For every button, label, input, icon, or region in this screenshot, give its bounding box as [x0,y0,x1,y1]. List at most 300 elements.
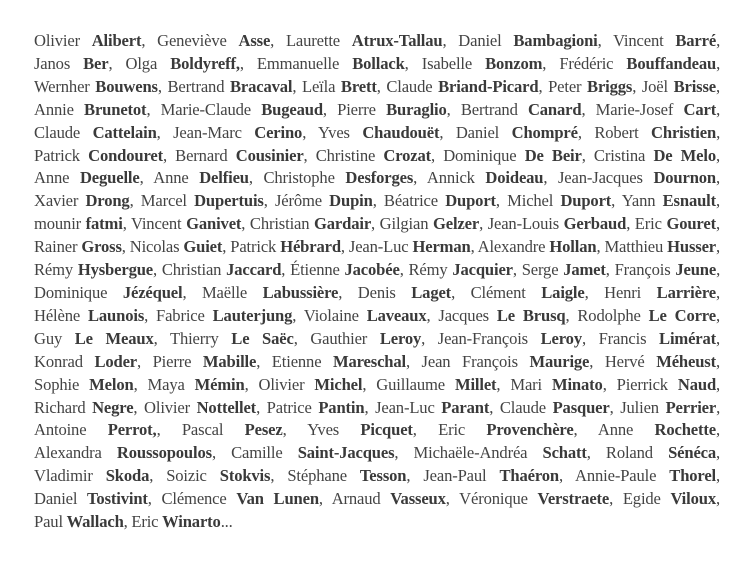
artist-first-name: Hervé [604,351,645,371]
artist-name [257,54,405,73]
artist-last-name: Brett [340,76,377,96]
artist-name [166,466,270,485]
name-separator: , [716,122,721,142]
artist-first-name: Anne [597,420,634,440]
artist-first-name: Serge [521,260,559,280]
artist-last-name: Jamet [563,260,606,280]
artist-first-name: Patrick [34,145,80,165]
artist-first-name: Jacques [438,305,489,325]
artist-last-name: Perrot, [107,420,157,440]
artist-name [458,31,597,50]
artist-first-name: Peter [548,76,582,96]
name-separator: , [495,191,508,211]
artist-last-name: Bonzom [485,53,543,73]
artist-first-name: Bernard [175,145,228,165]
name-separator: , [144,305,157,325]
artist-name [522,260,606,279]
artist-last-name: Gerbaud [563,214,627,234]
artist-first-name: Jean-Paul [423,466,487,486]
artist-last-name: Labussière [262,282,339,302]
name-separator: , [445,489,460,509]
name-separator: , [581,328,599,348]
name-separator: , [157,76,168,96]
artist-last-name: Briggs [587,76,633,96]
artist-first-name: Antoine [34,420,87,440]
artist-name [231,443,394,462]
name-separator: , [716,466,721,486]
artist-name [604,283,716,302]
artist-name [250,214,371,233]
name-separator: , [372,191,384,211]
artist-last-name: Jaccard [226,260,282,280]
name-separator: , [153,328,170,348]
artist-name [263,168,413,187]
artist-name [34,375,134,394]
name-separator: , [156,420,182,440]
name-separator: , [573,420,598,440]
artist-last-name: Cousinier [235,145,304,165]
artist-name [620,398,716,417]
artist-last-name: Atrux-Tallau [351,31,443,50]
name-separator: , [426,305,439,325]
name-separator: , [413,168,427,188]
artist-last-name: Guiet [183,237,223,257]
artist-name [558,168,716,187]
artist-last-name: Deguelle [79,168,140,188]
artist-first-name: Jean François [421,351,518,371]
artist-first-name: Anne [34,168,70,188]
artist-first-name: Sophie [34,374,80,394]
name-separator: , [122,214,132,234]
artist-last-name: Maurige [529,351,590,371]
artist-first-name: Mari [510,374,543,394]
artist-last-name: Sénéca [668,443,717,463]
artist-last-name: Melon [89,374,134,394]
artist-first-name: Maya [147,374,185,394]
name-separator: , [293,328,311,348]
artist-name [380,214,479,233]
name-separator: , [303,145,316,165]
artist-last-name: Le Brusq [496,305,566,325]
artist-last-name: Brisse [673,76,717,96]
artist-name [316,146,431,165]
artist-first-name: Jean-Louis [487,214,559,234]
name-separator: , [716,443,721,463]
artist-name [427,168,544,187]
name-separator: , [470,237,478,257]
artist-last-name: Saint-Jacques [297,443,395,463]
artist-first-name: Soizic [166,466,207,486]
artist-names-paragraph [34,30,720,534]
name-separator: , [376,76,387,96]
artist-last-name: Lauterjung [212,305,293,325]
name-separator: , [256,351,272,371]
name-separator: , [586,443,606,463]
name-separator: , [716,168,721,188]
artist-name [376,375,496,394]
name-separator: , [399,260,409,280]
artist-last-name: Méheust [656,351,716,371]
name-separator: , [609,397,621,417]
artist-name [642,77,716,96]
artist-last-name: Millet [454,374,497,394]
artist-name [594,146,716,165]
name-separator: , [496,374,511,394]
name-separator: , [146,99,161,119]
artist-last-name: Dupertuis [194,191,264,211]
artist-name [422,54,543,73]
artist-name [349,237,471,256]
artist-name [310,329,421,348]
artist-last-name: Tostivint [87,489,148,509]
name-separator: , [439,122,456,142]
artist-first-name: Francis [598,328,647,348]
artist-name [131,214,241,233]
artist-name [148,375,245,394]
artist-name [510,375,602,394]
artist-name [153,352,257,371]
artist-name [161,489,318,508]
artist-last-name: Picquet [360,420,413,440]
artist-first-name: Jean-Jacques [558,168,643,188]
artist-name [386,77,538,96]
artist-last-name: Parant [441,397,490,417]
artist-last-name: Herman [412,237,471,257]
artist-last-name: Thorel [669,466,717,486]
artist-name [290,260,400,279]
artist-name [34,283,182,302]
artist-first-name: Vincent [131,214,182,234]
artist-name [613,31,716,50]
name-separator: , [248,168,264,188]
name-separator: , [338,282,358,302]
artist-last-name: Bambagioni [513,31,598,50]
name-separator: , [716,99,721,119]
artist-last-name: Wallach [66,512,124,532]
artist-last-name: Ber [83,53,109,73]
artist-first-name: Christophe [263,168,335,188]
artist-name [126,54,240,73]
name-separator: , [715,214,720,234]
artist-last-name: Cart [683,99,717,119]
artist-last-name: Gross [81,237,122,257]
artist-name [131,512,220,531]
artist-name [443,146,582,165]
artist-first-name: Matthieu [604,237,664,257]
artist-name [423,466,559,485]
artist-name [559,54,716,73]
name-separator: , [149,466,167,486]
artist-first-name: Guy [34,328,63,348]
artist-name [438,420,573,439]
artist-name [34,54,109,73]
artist-first-name: Isabelle [421,53,473,73]
artist-first-name: Xavier [34,191,79,211]
artist-name [304,306,427,325]
artist-last-name: Naud [677,374,717,394]
artist-first-name: mounir [34,214,82,234]
artist-last-name: Rochette [654,420,716,440]
artist-first-name: Daniel [455,122,500,142]
artist-last-name: Duport [445,191,496,211]
list-ellipsis: ... [220,512,233,532]
artist-first-name: Yves [307,420,340,440]
artist-name [414,443,587,462]
artist-first-name: Marcel [140,191,187,211]
artist-first-name: Thierry [169,328,219,348]
artist-name [615,260,717,279]
name-separator: , [371,214,380,234]
artist-last-name: Le Meaux [74,328,154,348]
artist-first-name: Laurette [285,31,341,50]
artist-name [617,375,716,394]
artist-last-name: Delfieu [199,168,249,188]
artist-first-name: Roland [605,443,653,463]
artist-first-name: Bertrand [460,99,518,119]
artist-first-name: Nicolas [129,237,180,257]
artist-name [471,283,585,302]
artist-first-name: Alexandra [34,443,102,463]
artist-last-name: Brunetot [84,99,147,119]
artist-first-name: Egide [622,489,661,509]
artist-name [34,420,157,439]
artist-last-name: Laget [411,282,452,302]
artist-last-name: De Melo [653,145,716,165]
artist-name [500,398,610,417]
artist-last-name: Chompré [511,122,578,142]
artist-name [635,214,716,233]
artist-last-name: Mémin [194,374,245,394]
artist-first-name: Michaële-Andréa [413,443,528,463]
artist-last-name: Provenchère [486,420,574,440]
name-separator: , [479,214,488,234]
artist-name [577,306,716,325]
artist-last-name: Gelzer [433,214,480,234]
artist-last-name: Dournon [653,168,717,188]
artist-first-name: Frédéric [559,53,614,73]
artist-first-name: Alexandre [477,237,546,257]
artist-first-name: Jean-Luc [348,237,409,257]
artist-name [272,352,406,371]
artist-first-name: Pierre [152,351,192,371]
artist-name [34,260,153,279]
artist-last-name: Drong [85,191,130,211]
artist-first-name: Véronique [459,489,528,509]
artist-first-name: Clémence [161,489,227,509]
artist-first-name: Marie-Josef [595,99,674,119]
name-separator: , [421,328,438,348]
name-separator: , [577,122,595,142]
name-separator: , [512,260,522,280]
name-separator: , [182,282,202,302]
artist-name [548,77,632,96]
artist-last-name: Buraglio [386,99,447,119]
artist-first-name: Béatrice [383,191,438,211]
name-separator: , [364,397,376,417]
artist-name [141,191,264,210]
name-separator: , [716,397,721,417]
artist-name [605,352,716,371]
name-separator: , [340,237,349,257]
artist-name [167,77,292,96]
artist-first-name: Annie-Paule [575,466,657,486]
artist-last-name: Crozat [383,145,432,165]
artist-first-name: Jean-François [437,328,528,348]
name-separator: , [542,53,560,73]
artist-last-name: Negre [92,397,134,417]
artist-name [34,306,144,325]
artist-last-name: Hysbergue [77,260,154,280]
artist-first-name: Richard [34,397,86,417]
artist-name [598,420,716,439]
artist-last-name: Christien [651,122,717,142]
artist-name [461,100,582,119]
name-separator: , [543,168,558,188]
artist-first-name: Yves [318,122,350,142]
artist-name [34,352,137,371]
artist-first-name: Vladimir [34,466,93,486]
artist-name [34,31,141,50]
artist-first-name: Olivier [144,397,190,417]
artist-name [438,329,582,348]
artist-last-name: Barré [675,31,717,50]
artist-first-name: Julien [620,397,659,417]
name-separator: , [451,282,471,302]
name-separator: , [241,214,250,234]
artist-last-name: Limérat [659,328,717,348]
artist-first-name: Jérôme [274,191,322,211]
artist-last-name: fatmi [85,214,123,234]
artist-first-name: Christian [249,214,310,234]
name-separator: , [611,191,622,211]
name-separator: , [322,99,338,119]
artist-last-name: Ganivet [186,214,242,234]
name-separator: , [139,168,154,188]
artist-name [422,352,590,371]
artist-name [175,146,303,165]
name-separator: , [281,260,291,280]
artist-name [337,100,447,119]
name-separator: , [318,489,332,509]
artist-name [202,283,338,302]
artist-last-name: Le Saëc [231,328,294,348]
artist-first-name: Clément [470,282,526,302]
artist-last-name: Duport [560,191,612,211]
name-separator: , [632,76,642,96]
artist-last-name: Husser [667,237,717,257]
artist-first-name: Anne [153,168,189,188]
artist-first-name: Patrice [266,397,312,417]
name-separator: , [602,374,617,394]
name-separator: , [108,53,126,73]
artist-first-name: Arnaud [331,489,381,509]
artist-last-name: Chaudouët [362,122,440,142]
name-separator: , [715,282,720,302]
artist-last-name: Alibert [91,31,142,50]
artist-first-name: Denis [357,282,396,302]
name-separator: , [137,351,153,371]
artist-first-name: Camille [231,443,283,463]
name-separator: , [626,214,635,234]
artist-name [478,237,597,256]
name-separator: , [716,53,721,73]
artist-first-name: Robert [594,122,639,142]
artist-first-name: Wernher [34,76,90,96]
artist-first-name: Gauthier [310,328,368,348]
artist-name [34,123,157,142]
artist-name [153,168,249,187]
name-separator: , [489,397,500,417]
artist-last-name: Verstraete [537,489,610,509]
name-separator: , [256,397,267,417]
name-separator: , [405,351,422,371]
name-separator: , [270,466,288,486]
artist-name [34,214,123,233]
artist-name [162,260,281,279]
artist-last-name: Desforges [345,168,414,188]
artist-last-name: Viloux [670,489,716,509]
artist-name [34,329,154,348]
name-separator: , [716,420,720,440]
name-separator: , [596,237,605,257]
artist-last-name: Leroy [379,328,422,348]
artist-last-name: Schatt [542,443,587,463]
artist-first-name: Violaine [303,305,359,325]
name-separator: , [147,489,162,509]
name-separator: , [431,145,444,165]
artist-first-name: Eric [131,512,159,532]
name-separator: , [589,351,605,371]
artist-last-name: Stokvis [219,466,271,486]
name-separator: , [302,122,319,142]
name-separator: , [292,305,304,325]
artist-last-name: Pantin [318,397,365,417]
artist-name [459,489,609,508]
name-separator: , [292,76,302,96]
artist-name [622,191,716,210]
name-separator: , [129,191,141,211]
name-separator: , [597,31,614,50]
artist-first-name: Eric [438,420,466,440]
artist-first-name: Rémy [34,260,74,280]
artist-name [34,443,212,462]
artist-first-name: Pierre [337,99,376,119]
artist-name [144,398,256,417]
artist-name [170,329,294,348]
artist-first-name: Jean-Luc [375,397,435,417]
name-separator: , [121,237,130,257]
name-separator: , [222,237,231,257]
name-separator: , [211,443,232,463]
name-separator: , [282,420,308,440]
artist-last-name: Jeune [675,260,717,280]
artist-name [34,398,133,417]
artist-first-name: Christian [161,260,222,280]
artist-last-name: Launois [87,305,145,325]
artist-last-name: Jézéquel [122,282,183,302]
artist-name [275,191,373,210]
artist-list-page [34,30,720,550]
artist-name [384,191,496,210]
name-separator: , [565,305,578,325]
artist-first-name: Hélène [34,305,81,325]
artist-last-name: Briand-Picard [438,76,539,96]
name-separator: , [153,260,162,280]
artist-last-name: Asse [238,31,271,50]
artist-first-name: Janos [34,53,71,73]
artist-last-name: Laigle [541,282,585,302]
artist-name [604,237,716,256]
